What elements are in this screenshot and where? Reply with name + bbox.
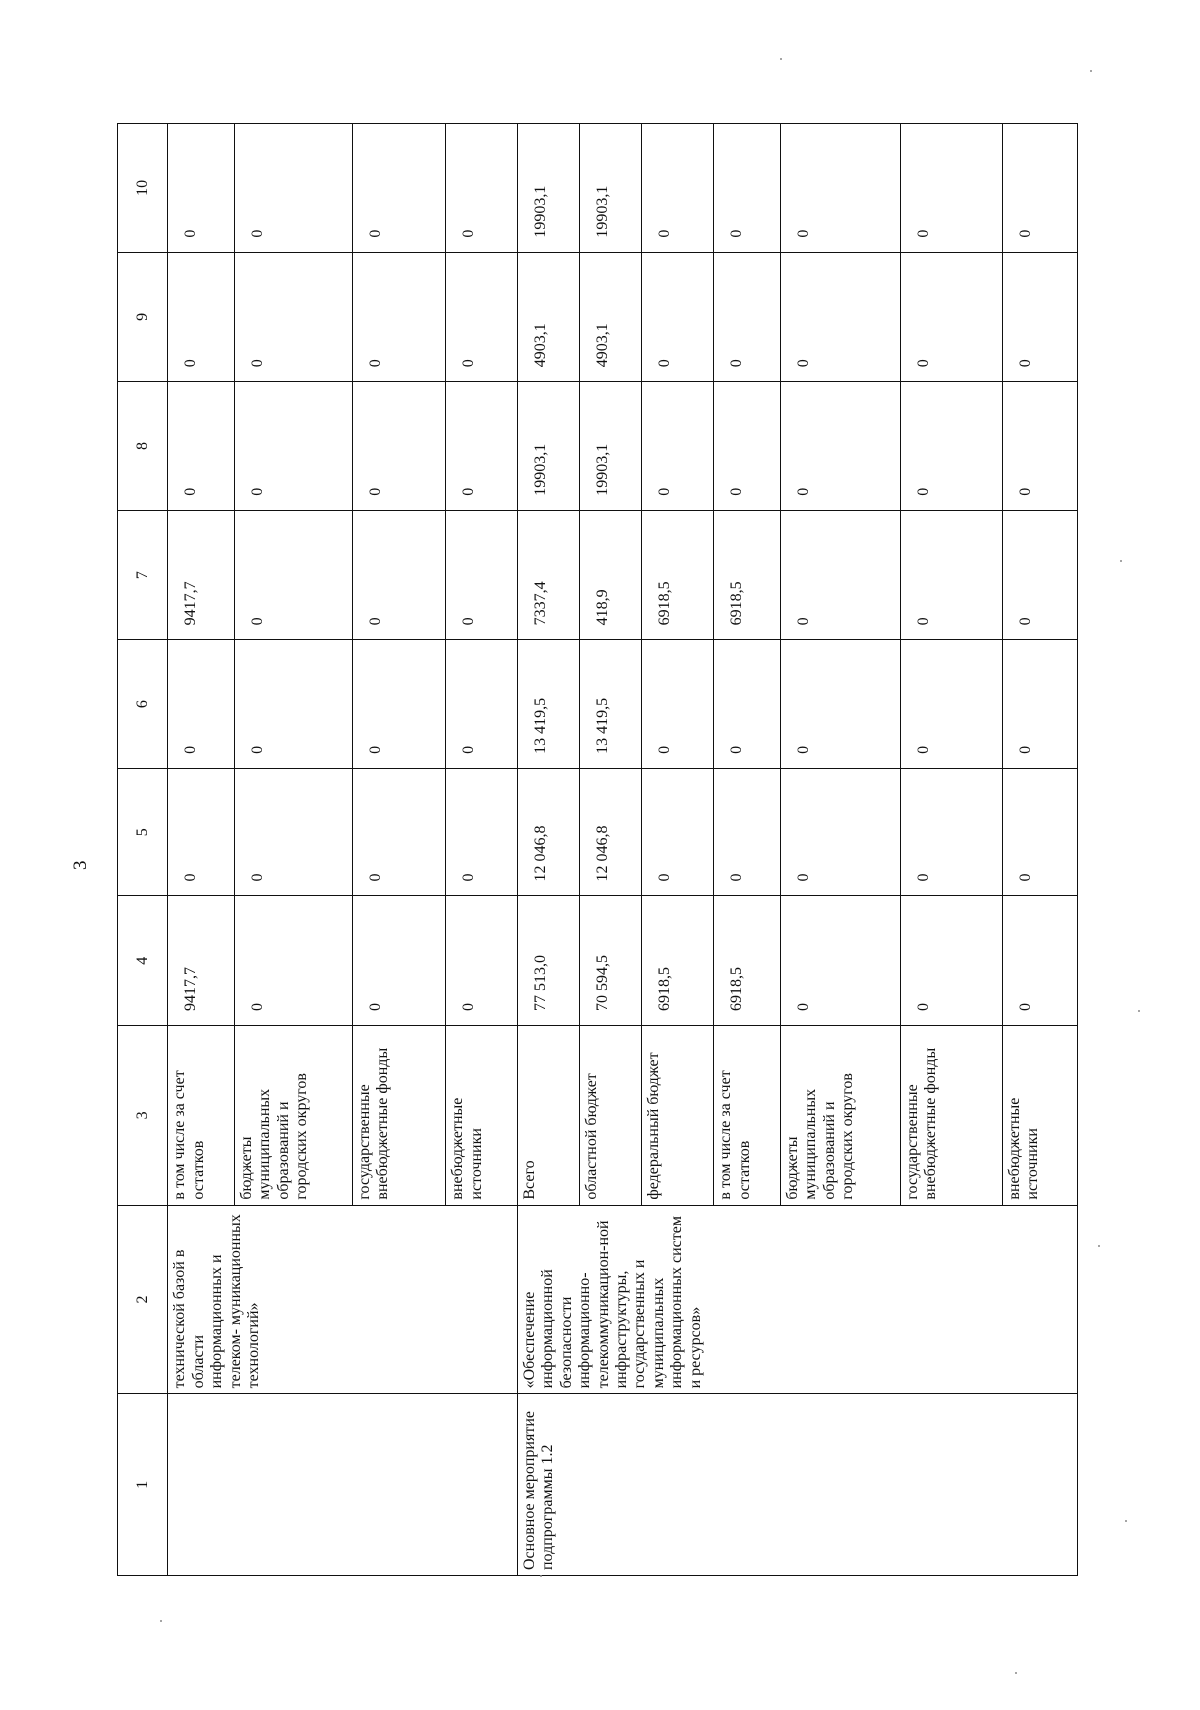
value-cell: 0 [234, 510, 352, 640]
value-cell: 0 [352, 640, 445, 769]
block2-description: «Обеспечение информационной безопасности информационно-телекоммуникацион-ной инфраструктуры, государственных и муниципальных информационных систем и ресурсов» [518, 1205, 1078, 1394]
value-cell: 0 [642, 768, 714, 896]
value-cell: 0 [780, 252, 900, 382]
funding-source: государственные внебюджетные фонды [900, 1026, 1002, 1206]
block1-description: технической базой в области информационных и телеком- муникационных технологий» [168, 1205, 518, 1394]
value-cell: 0 [714, 382, 781, 511]
header-cell: 8 [118, 382, 168, 511]
value-cell: 0 [642, 382, 714, 511]
value-cell: 6918,5 [714, 896, 781, 1026]
funding-source: бюджеты муниципальных образований и городских округов [234, 1026, 352, 1206]
budget-table [117, 123, 1078, 1576]
value-cell: 4903,1 [580, 252, 642, 382]
value-cell: 0 [168, 252, 235, 382]
value-cell: 0 [780, 124, 900, 253]
value-cell: 6918,5 [642, 896, 714, 1026]
value-cell: 0 [900, 510, 1002, 640]
value-cell: 9417,7 [168, 510, 235, 640]
funding-source: Всего [518, 1026, 580, 1206]
block2-title: Основное мероприятие подпрограммы 1.2 [518, 1394, 1078, 1576]
value-cell: 0 [446, 640, 518, 769]
value-cell: 12 046,8 [518, 768, 580, 896]
header-cell: 2 [118, 1205, 168, 1394]
value-cell: 0 [1002, 124, 1077, 253]
value-cell: 0 [446, 896, 518, 1026]
value-cell: 6918,5 [642, 510, 714, 640]
value-cell: 0 [1002, 896, 1077, 1026]
funding-source: в том числе за счет остатков [168, 1026, 235, 1206]
value-cell: 0 [352, 510, 445, 640]
value-cell: 0 [446, 382, 518, 511]
value-cell: 4903,1 [518, 252, 580, 382]
funding-source: внебюджетные источники [446, 1026, 518, 1206]
value-cell: 13 419,5 [580, 640, 642, 769]
value-cell: 77 513,0 [518, 896, 580, 1026]
value-cell: 0 [446, 124, 518, 253]
value-cell: 0 [352, 124, 445, 253]
value-cell: 0 [234, 252, 352, 382]
value-cell: 0 [714, 124, 781, 253]
header-cell: 7 [118, 510, 168, 640]
funding-source: внебюджетные источники [1002, 1026, 1077, 1206]
funding-source: бюджеты муниципальных образований и городских округов [780, 1026, 900, 1206]
header-cell: 6 [118, 640, 168, 769]
value-cell: 0 [168, 640, 235, 769]
page-number: 3 [70, 860, 91, 870]
value-cell: 0 [900, 768, 1002, 896]
rotated-table-wrapper [117, 123, 1078, 1576]
value-cell: 0 [780, 640, 900, 769]
value-cell: 0 [780, 896, 900, 1026]
value-cell: 0 [642, 252, 714, 382]
value-cell: 19903,1 [518, 382, 580, 511]
header-row [118, 124, 168, 1576]
value-cell: 0 [714, 768, 781, 896]
header-cell: 9 [118, 252, 168, 382]
value-cell: 0 [234, 896, 352, 1026]
value-cell: 19903,1 [580, 382, 642, 511]
value-cell: 0 [714, 252, 781, 382]
table-row [518, 124, 580, 1576]
value-cell: 0 [780, 510, 900, 640]
value-cell: 0 [900, 896, 1002, 1026]
funding-source: государственные внебюджетные фонды [352, 1026, 445, 1206]
value-cell: 0 [352, 252, 445, 382]
value-cell: 0 [1002, 768, 1077, 896]
value-cell: 0 [1002, 510, 1077, 640]
funding-source: в том числе за счет остатков [714, 1026, 781, 1206]
value-cell: 12 046,8 [580, 768, 642, 896]
value-cell: 0 [900, 252, 1002, 382]
value-cell: 0 [352, 382, 445, 511]
value-cell: 0 [900, 124, 1002, 253]
value-cell: 0 [446, 252, 518, 382]
value-cell: 9417,7 [168, 896, 235, 1026]
value-cell: 0 [234, 124, 352, 253]
value-cell: 70 594,5 [580, 896, 642, 1026]
value-cell: 0 [234, 768, 352, 896]
funding-source: областной бюджет [580, 1026, 642, 1206]
value-cell: 0 [168, 768, 235, 896]
value-cell: 0 [1002, 382, 1077, 511]
value-cell: 0 [234, 640, 352, 769]
value-cell: 0 [1002, 252, 1077, 382]
value-cell: 19903,1 [518, 124, 580, 253]
value-cell: 0 [168, 382, 235, 511]
value-cell: 0 [642, 640, 714, 769]
header-cell: 10 [118, 124, 168, 253]
value-cell: 0 [446, 510, 518, 640]
value-cell: 418,9 [580, 510, 642, 640]
header-cell: 3 [118, 1026, 168, 1206]
funding-source: федеральный бюджет [642, 1026, 714, 1206]
header-cell: 5 [118, 768, 168, 896]
value-cell: 0 [446, 768, 518, 896]
table-row [168, 124, 235, 1576]
value-cell: 0 [780, 768, 900, 896]
value-cell: 0 [900, 640, 1002, 769]
value-cell: 0 [234, 382, 352, 511]
header-cell: 4 [118, 896, 168, 1026]
value-cell: 0 [168, 124, 235, 253]
value-cell: 7337,4 [518, 510, 580, 640]
value-cell: 0 [714, 640, 781, 769]
value-cell: 19903,1 [580, 124, 642, 253]
value-cell: 13 419,5 [518, 640, 580, 769]
value-cell: 0 [780, 382, 900, 511]
block1-col1 [168, 1394, 518, 1576]
value-cell: 6918,5 [714, 510, 781, 640]
header-cell: 1 [118, 1394, 168, 1576]
value-cell: 0 [1002, 640, 1077, 769]
value-cell: 0 [352, 896, 445, 1026]
value-cell: 0 [900, 382, 1002, 511]
value-cell: 0 [642, 124, 714, 253]
value-cell: 0 [352, 768, 445, 896]
